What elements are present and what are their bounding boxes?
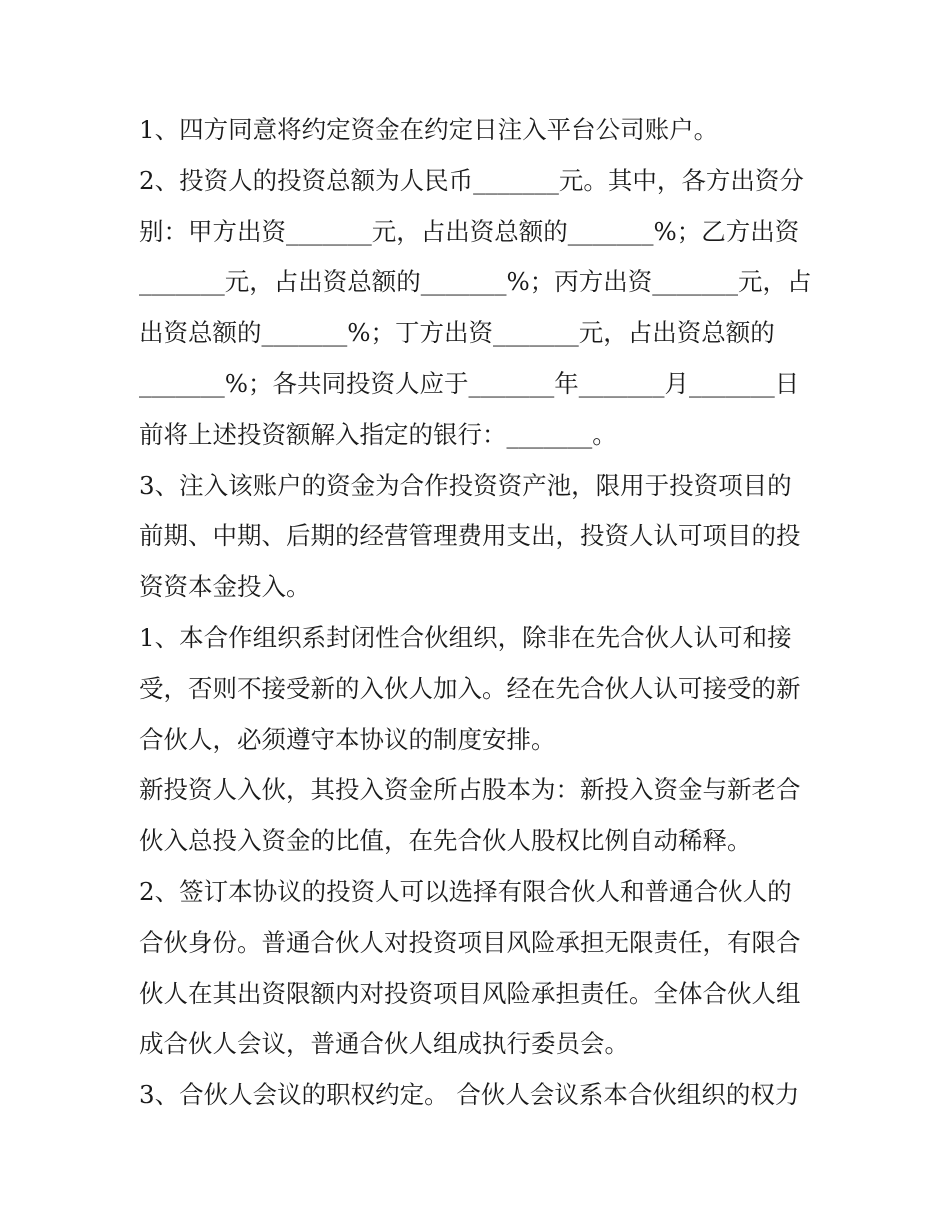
text-line: 前将上述投资额解入指定的银行：_______。 [139,419,617,449]
text-line: 成合伙人会议，普通合伙人组成执行委员会。 [139,1029,629,1059]
text-line: 2、投资人的投资总额为人民币_______元。其中，各方出资分 [139,165,804,195]
text-line: 前期、中期、后期的经营管理费用支出，投资人认可项目的投 [139,521,801,551]
text-line: 新投资人入伙，其投入资金所占股本为：新投入资金与新老合 [139,775,801,805]
document-body [139,105,839,1121]
text-line: 受，否则不接受新的入伙人加入。经在先合伙人认可接受的新 [139,673,801,703]
text-line: _______%；各共同投资人应于_______年_______月_______日 [139,368,800,398]
text-line: 伙人在其出资限额内对投资项目风险承担责任。全体合伙人组 [139,978,801,1008]
text-line: 资资本金投入。 [139,572,311,602]
text-line: 伙入总投入资金的比值，在先合伙人股权比例自动稀释。 [139,826,752,856]
text-line: 合伙身份。普通合伙人对投资项目风险承担无限责任，有限合 [139,927,801,957]
text-line: 2、签订本协议的投资人可以选择有限合伙人和普通合伙人的 [139,876,792,906]
text-line: 3、注入该账户的资金为合作投资资产池，限用于投资项目的 [139,470,792,500]
text-line: 出资总额的_______%；丁方出资_______元，占出资总额的 [139,318,775,348]
text-line: 别：甲方出资_______元，占出资总额的_______%；乙方出资 [139,216,800,246]
text-line: 合伙人，必须遵守本协议的制度安排。 [139,724,556,754]
text-line: 3、合伙人会议的职权约定。 合伙人会议系本合伙组织的权力 [139,1080,800,1110]
text-line: 1、本合作组织系封闭性合伙组织，除非在先合伙人认可和接 [139,622,792,652]
text-line: 1、四方同意将约定资金在约定日注入平台公司账户。 [139,115,719,144]
text-line: _______元，占出资总额的_______%；丙方出资_______元，占 [139,267,812,297]
